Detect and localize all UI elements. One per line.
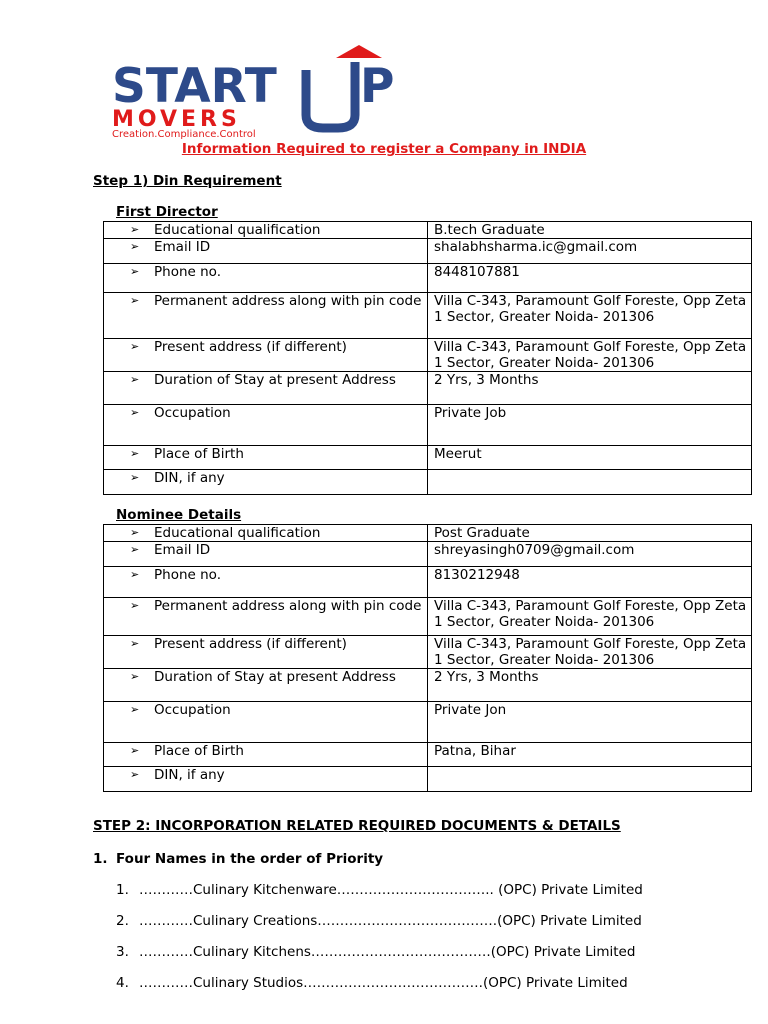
first-director-title: First Director — [116, 204, 218, 220]
table-row — [104, 372, 752, 405]
names-heading — [93, 851, 383, 867]
field-value: 2 Yrs, 3 Months — [428, 669, 752, 702]
field-label-cell — [104, 636, 428, 669]
field-value: shalabhsharma.ic@gmail.com — [428, 239, 752, 264]
list-item — [116, 882, 643, 913]
list-item — [116, 913, 643, 944]
field-label-cell — [104, 598, 428, 636]
field-value — [428, 470, 752, 495]
field-label-cell — [104, 669, 428, 702]
field-label-cell — [104, 542, 428, 567]
field-label-cell — [104, 525, 428, 542]
list-item — [116, 944, 643, 975]
bullet-arrow-icon: ➢ — [130, 373, 140, 386]
field-label-cell — [104, 405, 428, 446]
table-row — [104, 293, 752, 339]
table-row — [104, 470, 752, 495]
field-label: Email ID — [154, 542, 211, 558]
step1-heading: Step 1) Din Requirement — [93, 173, 282, 189]
table-row — [104, 446, 752, 470]
field-label: Duration of Stay at present Address — [154, 372, 396, 388]
field-value: Villa C-343, Paramount Golf Foreste, Opp Zeta 1 Sector, Greater Noida- 201306 — [428, 598, 752, 636]
field-label-cell — [104, 743, 428, 767]
table-row — [104, 743, 752, 767]
bullet-arrow-icon: ➢ — [130, 447, 140, 460]
list-item-text: …………Culinary Kitchens………………………………….(OPC) Private Limited — [139, 944, 636, 960]
field-label-cell — [104, 470, 428, 495]
bullet-arrow-icon: ➢ — [130, 526, 140, 539]
list-item-text: …………Culinary Studios………………………………….(OPC) Private Limited — [139, 975, 628, 991]
field-value: Private Job — [428, 405, 752, 446]
field-value: Post Graduate — [428, 525, 752, 542]
field-label-cell — [104, 264, 428, 293]
field-label: DIN, if any — [154, 470, 225, 486]
field-label: Present address (if different) — [154, 636, 347, 652]
list-item-number: 4. — [116, 975, 129, 991]
field-label-cell — [104, 293, 428, 339]
bullet-arrow-icon: ➢ — [130, 340, 140, 353]
field-value: Private Jon — [428, 702, 752, 743]
names-heading-number: 1. — [93, 851, 108, 867]
company-logo — [110, 40, 415, 140]
field-label: Duration of Stay at present Address — [154, 669, 396, 685]
step2-heading: STEP 2: INCORPORATION RELATED REQUIRED DOCUMENTS & DETAILS — [93, 818, 621, 834]
bullet-arrow-icon: ➢ — [130, 670, 140, 683]
bullet-arrow-icon: ➢ — [130, 599, 140, 612]
table-row — [104, 669, 752, 702]
bullet-arrow-icon: ➢ — [130, 294, 140, 307]
logo-u-shape — [306, 62, 355, 128]
table-row — [104, 339, 752, 372]
field-label: Occupation — [154, 702, 231, 718]
field-value: Meerut — [428, 446, 752, 470]
field-label-cell — [104, 567, 428, 598]
logo-p-text: P — [360, 59, 395, 114]
field-label-cell — [104, 767, 428, 792]
list-item-number: 3. — [116, 944, 129, 960]
field-value: 8448107881 — [428, 264, 752, 293]
field-label: Place of Birth — [154, 743, 244, 759]
field-label-cell — [104, 702, 428, 743]
field-label: Occupation — [154, 405, 231, 421]
field-label: Educational qualification — [154, 525, 321, 541]
first-director-table — [103, 221, 752, 495]
table-row — [104, 239, 752, 264]
field-label-cell — [104, 222, 428, 239]
table-row — [104, 767, 752, 792]
list-item-number: 1. — [116, 882, 129, 898]
list-item — [116, 975, 643, 1006]
field-value: Villa C-343, Paramount Golf Foreste, Opp Zeta 1 Sector, Greater Noida- 201306 — [428, 293, 752, 339]
field-label: Permanent address along with pin code — [154, 293, 422, 309]
field-value: shreyasingh0709@gmail.com — [428, 542, 752, 567]
nominee-table — [103, 524, 752, 792]
field-label: DIN, if any — [154, 767, 225, 783]
company-names-list — [116, 882, 643, 1006]
bullet-arrow-icon: ➢ — [130, 543, 140, 556]
field-label: Educational qualification — [154, 222, 321, 238]
field-label-cell — [104, 372, 428, 405]
field-value: Villa C-343, Paramount Golf Foreste, Opp Zeta 1 Sector, Greater Noida- 201306 — [428, 339, 752, 372]
table-row — [104, 542, 752, 567]
table-row — [104, 405, 752, 446]
field-label: Permanent address along with pin code — [154, 598, 422, 614]
bullet-arrow-icon: ➢ — [130, 265, 140, 278]
bullet-arrow-icon: ➢ — [130, 768, 140, 781]
table-row — [104, 702, 752, 743]
logo-start-text: START — [112, 59, 277, 114]
bullet-arrow-icon: ➢ — [130, 637, 140, 650]
list-item-text: …………Culinary Kitchenware…………………………….. (OPC) Private Limited — [139, 882, 643, 898]
startup-movers-logo-graphic — [110, 40, 415, 140]
field-label: Email ID — [154, 239, 211, 255]
field-value: Patna, Bihar — [428, 743, 752, 767]
bullet-arrow-icon: ➢ — [130, 703, 140, 716]
logo-tagline: Creation.Compliance.Control — [112, 129, 256, 140]
field-label: Present address (if different) — [154, 339, 347, 355]
table-row — [104, 525, 752, 542]
table-row — [104, 598, 752, 636]
field-label-cell — [104, 239, 428, 264]
bullet-arrow-icon: ➢ — [130, 568, 140, 581]
document-title: Information Required to register a Company in INDIA — [181, 141, 587, 157]
table-row — [104, 222, 752, 239]
bullet-arrow-icon: ➢ — [130, 240, 140, 253]
field-label-cell — [104, 446, 428, 470]
field-label: Place of Birth — [154, 446, 244, 462]
bullet-arrow-icon: ➢ — [130, 471, 140, 484]
bullet-arrow-icon: ➢ — [130, 744, 140, 757]
bullet-arrow-icon: ➢ — [130, 223, 140, 236]
field-value: 2 Yrs, 3 Months — [428, 372, 752, 405]
table-row — [104, 636, 752, 669]
logo-arrow-head — [336, 45, 382, 58]
field-value: B.tech Graduate — [428, 222, 752, 239]
field-value — [428, 767, 752, 792]
table-row — [104, 567, 752, 598]
list-item-number: 2. — [116, 913, 129, 929]
logo-movers-text: MOVERS — [112, 107, 241, 132]
list-item-text: …………Culinary Creations………………………………….(OPC) Private Limited — [139, 913, 642, 929]
bullet-arrow-icon: ➢ — [130, 406, 140, 419]
field-label-cell — [104, 339, 428, 372]
names-heading-text: Four Names in the order of Priority — [116, 851, 384, 867]
field-label: Phone no. — [154, 264, 221, 280]
field-label: Phone no. — [154, 567, 221, 583]
field-value: 8130212948 — [428, 567, 752, 598]
table-row — [104, 264, 752, 293]
field-value: Villa C-343, Paramount Golf Foreste, Opp Zeta 1 Sector, Greater Noida- 201306 — [428, 636, 752, 669]
nominee-title: Nominee Details — [116, 507, 242, 523]
